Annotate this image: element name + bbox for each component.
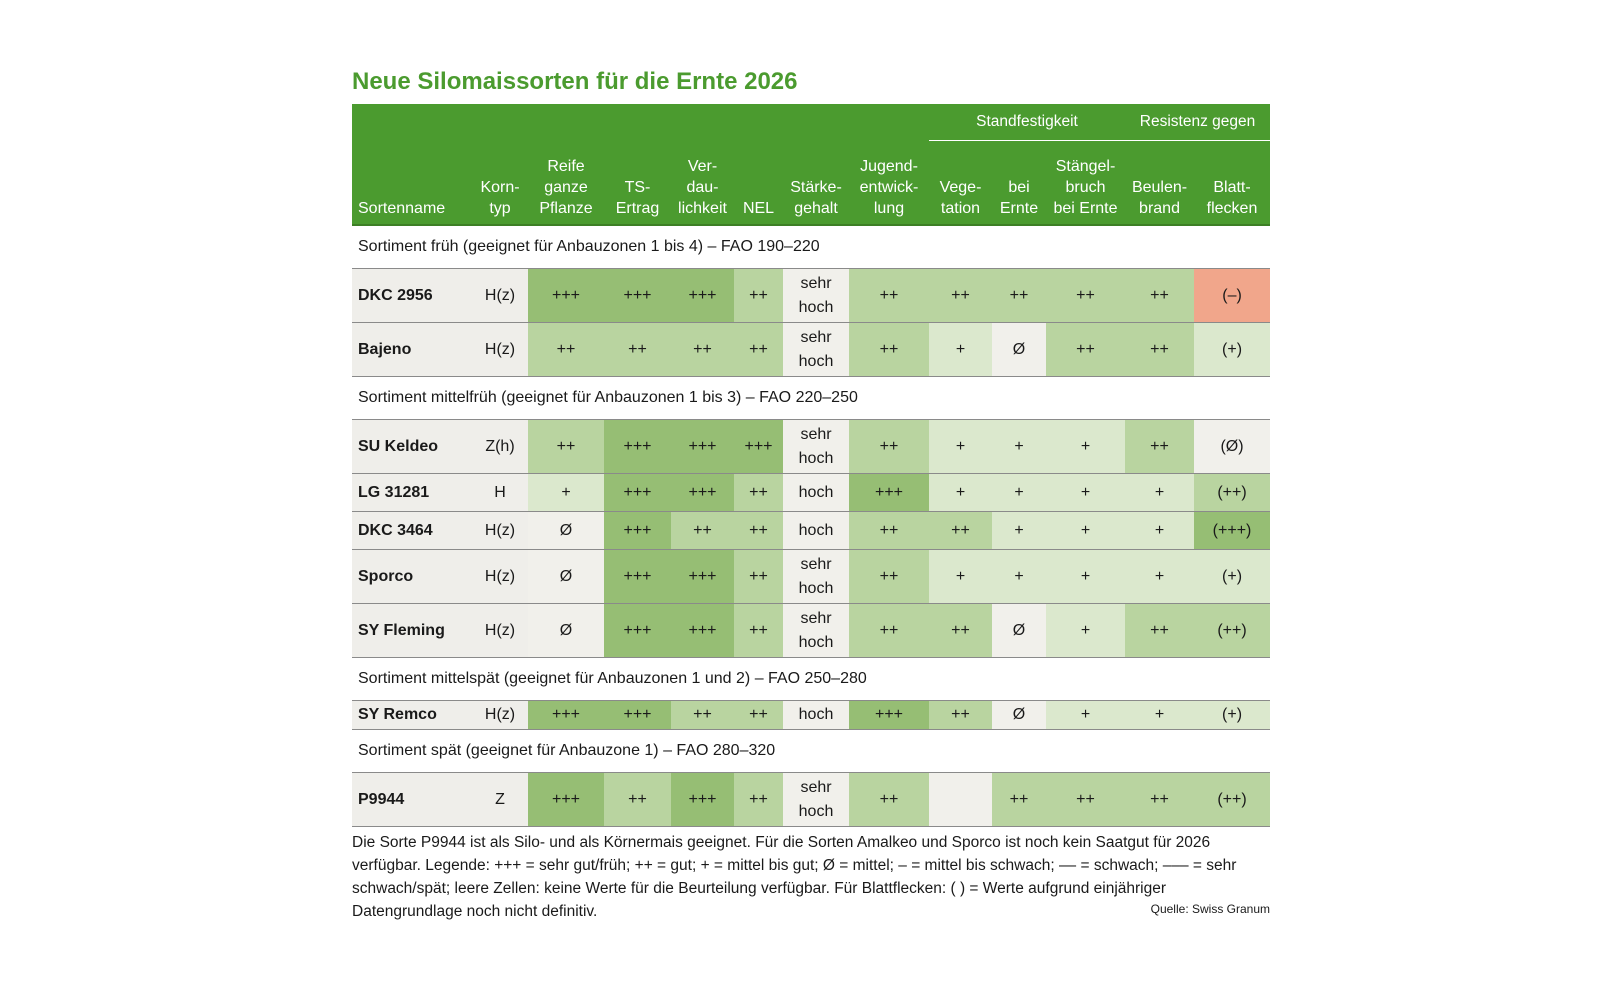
cell-staerkegehalt: hoch (783, 701, 849, 730)
col-vegetation: Vege- tation (929, 141, 992, 226)
table-row (352, 773, 1270, 827)
cell-ts-ertrag: +++ (604, 604, 671, 658)
cell-sortenname: DKC 3464 (352, 512, 472, 550)
col-beulenbrand: Beulen- brand (1125, 141, 1194, 226)
cell-verdaulichkeit: ++ (671, 701, 734, 730)
cell-beulenbrand: ++ (1125, 773, 1194, 827)
source-credit: Quelle: Swiss Granum (1150, 902, 1270, 916)
cell-sortenname: P9944 (352, 773, 472, 827)
col-bei-ernte: bei Ernte (992, 141, 1046, 226)
cell-jugendentwicklung: ++ (849, 323, 929, 377)
section-title: Sortiment mittelfrüh (geeignet für Anbauzonen 1 bis 3) – FAO 220–250 (352, 377, 1270, 420)
cell-staengelbruch: + (1046, 474, 1125, 512)
cell-beulenbrand: ++ (1125, 604, 1194, 658)
cell-bei-ernte: ++ (992, 773, 1046, 827)
section-title: Sortiment früh (geeignet für Anbauzonen 1 bis 4) – FAO 190–220 (352, 225, 1270, 269)
cell-verdaulichkeit: ++ (671, 323, 734, 377)
cell-reife: +++ (528, 701, 604, 730)
table-row (352, 512, 1270, 550)
cell-bei-ernte: + (992, 550, 1046, 604)
cell-vegetation: + (929, 323, 992, 377)
cell-verdaulichkeit: +++ (671, 773, 734, 827)
cell-jugendentwicklung: ++ (849, 773, 929, 827)
cell-bei-ernte: Ø (992, 323, 1046, 377)
cell-vegetation: + (929, 474, 992, 512)
cell-reife: +++ (528, 269, 604, 323)
cell-jugendentwicklung: ++ (849, 269, 929, 323)
cell-staerkegehalt: hoch (783, 512, 849, 550)
cell-vegetation: ++ (929, 269, 992, 323)
cell-reife: +++ (528, 773, 604, 827)
cell-sortenname: SY Fleming (352, 604, 472, 658)
cell-reife: Ø (528, 604, 604, 658)
cell-bei-ernte: + (992, 512, 1046, 550)
cell-ts-ertrag: ++ (604, 323, 671, 377)
header-group-standfestigkeit: Standfestigkeit (929, 104, 1125, 141)
cell-nel: ++ (734, 701, 783, 730)
cell-korntyp: H (472, 474, 528, 512)
footnote (352, 831, 1270, 923)
cell-staengelbruch: + (1046, 701, 1125, 730)
cell-vegetation: + (929, 550, 992, 604)
cell-nel: ++ (734, 773, 783, 827)
cell-blattflecken: (Ø) (1194, 420, 1270, 474)
table-header (352, 104, 1270, 225)
cell-staengelbruch: ++ (1046, 323, 1125, 377)
cell-korntyp: Z (472, 773, 528, 827)
cell-reife: ++ (528, 420, 604, 474)
cell-beulenbrand: ++ (1125, 269, 1194, 323)
header-group-resistenz: Resistenz gegen (1125, 104, 1270, 141)
cell-ts-ertrag: +++ (604, 420, 671, 474)
cell-jugendentwicklung: +++ (849, 474, 929, 512)
cell-blattflecken: (++) (1194, 604, 1270, 658)
cell-staerkegehalt: sehr hoch (783, 323, 849, 377)
cell-blattflecken: (++) (1194, 474, 1270, 512)
cell-staengelbruch: ++ (1046, 773, 1125, 827)
col-sortenname: Sortenname (352, 141, 472, 226)
cell-bei-ernte: Ø (992, 604, 1046, 658)
cell-vegetation: ++ (929, 512, 992, 550)
cell-staengelbruch: ++ (1046, 269, 1125, 323)
col-nel: NEL (734, 141, 783, 226)
cell-nel: +++ (734, 420, 783, 474)
cell-blattflecken: (+) (1194, 550, 1270, 604)
cell-nel: ++ (734, 474, 783, 512)
cell-jugendentwicklung: ++ (849, 512, 929, 550)
cell-reife: + (528, 474, 604, 512)
cell-ts-ertrag: ++ (604, 773, 671, 827)
cell-nel: ++ (734, 550, 783, 604)
cell-staengelbruch: + (1046, 604, 1125, 658)
cell-blattflecken: (+++) (1194, 512, 1270, 550)
cell-ts-ertrag: +++ (604, 269, 671, 323)
cell-ts-ertrag: +++ (604, 550, 671, 604)
cell-bei-ernte: Ø (992, 701, 1046, 730)
table-row (352, 420, 1270, 474)
cell-nel: ++ (734, 323, 783, 377)
silomais-table (352, 104, 1270, 827)
cell-nel: ++ (734, 512, 783, 550)
cell-staengelbruch: + (1046, 550, 1125, 604)
col-ts-ertrag: TS- Ertrag (604, 141, 671, 226)
table-row (352, 323, 1270, 377)
cell-verdaulichkeit: +++ (671, 550, 734, 604)
table-row (352, 550, 1270, 604)
cell-sortenname: Bajeno (352, 323, 472, 377)
cell-jugendentwicklung: ++ (849, 550, 929, 604)
col-verdaulichkeit: Ver- dau- lichkeit (671, 141, 734, 226)
cell-vegetation: ++ (929, 701, 992, 730)
cell-staengelbruch: + (1046, 420, 1125, 474)
cell-verdaulichkeit: +++ (671, 269, 734, 323)
cell-verdaulichkeit: ++ (671, 512, 734, 550)
cell-korntyp: H(z) (472, 701, 528, 730)
cell-reife: ++ (528, 323, 604, 377)
cell-sortenname: SY Remco (352, 701, 472, 730)
table-row (352, 269, 1270, 323)
cell-korntyp: Z(h) (472, 420, 528, 474)
table-figure (352, 60, 1270, 923)
cell-jugendentwicklung: ++ (849, 420, 929, 474)
section-header (352, 377, 1270, 420)
cell-jugendentwicklung: +++ (849, 701, 929, 730)
cell-blattflecken: (+) (1194, 701, 1270, 730)
col-blattflecken: Blatt- flecken (1194, 141, 1270, 226)
cell-beulenbrand: + (1125, 512, 1194, 550)
cell-beulenbrand: + (1125, 550, 1194, 604)
cell-reife: Ø (528, 550, 604, 604)
cell-verdaulichkeit: +++ (671, 474, 734, 512)
cell-verdaulichkeit: +++ (671, 420, 734, 474)
cell-blattflecken: (–) (1194, 269, 1270, 323)
section-title: Sortiment spät (geeignet für Anbauzone 1) – FAO 280–320 (352, 730, 1270, 773)
cell-bei-ernte: ++ (992, 269, 1046, 323)
cell-korntyp: H(z) (472, 550, 528, 604)
table-row (352, 474, 1270, 512)
cell-staerkegehalt: sehr hoch (783, 604, 849, 658)
cell-ts-ertrag: +++ (604, 474, 671, 512)
cell-blattflecken: (+) (1194, 323, 1270, 377)
cell-beulenbrand: + (1125, 701, 1194, 730)
header-spacer (352, 104, 929, 141)
cell-vegetation (929, 773, 992, 827)
cell-staerkegehalt: sehr hoch (783, 550, 849, 604)
cell-verdaulichkeit: +++ (671, 604, 734, 658)
cell-nel: ++ (734, 604, 783, 658)
table-row (352, 604, 1270, 658)
cell-beulenbrand: + (1125, 474, 1194, 512)
section-header (352, 730, 1270, 773)
cell-nel: ++ (734, 269, 783, 323)
cell-korntyp: H(z) (472, 512, 528, 550)
table-row (352, 701, 1270, 730)
cell-bei-ernte: + (992, 474, 1046, 512)
cell-reife: Ø (528, 512, 604, 550)
cell-vegetation: + (929, 420, 992, 474)
col-staengelbruch: Stängel- bruch bei Ernte (1046, 141, 1125, 226)
section-title: Sortiment mittelspät (geeignet für Anbauzonen 1 und 2) – FAO 250–280 (352, 658, 1270, 701)
col-korntyp: Korn- typ (472, 141, 528, 226)
table-body (352, 225, 1270, 827)
cell-vegetation: ++ (929, 604, 992, 658)
cell-bei-ernte: + (992, 420, 1046, 474)
cell-blattflecken: (++) (1194, 773, 1270, 827)
cell-beulenbrand: ++ (1125, 420, 1194, 474)
footnote-text: Die Sorte P9944 ist als Silo- und als Körnermais geeignet. Für die Sorten Amalkeo und Sporco ist noch kein Saatgut für 2026 verfügbar. Legende: +++ = sehr gut/früh; ++ = gut; + = mittel bis gut; Ø = mittel; – = mittel bis schwach; –– = schwach; ––– = sehr schwach/spät; leere Zellen: keine Werte für die Beurteilung verfügbar. Für Blattflecken: ( ) = Werte aufgrund einjähriger Datengrundlage noch nicht definitiv. (352, 834, 1237, 920)
cell-ts-ertrag: +++ (604, 701, 671, 730)
cell-staengelbruch: + (1046, 512, 1125, 550)
figure-title: Neue Silomaissorten für die Ernte 2026 (352, 68, 798, 95)
section-header (352, 225, 1270, 269)
cell-ts-ertrag: +++ (604, 512, 671, 550)
cell-korntyp: H(z) (472, 604, 528, 658)
col-staerkegehalt: Stärke- gehalt (783, 141, 849, 226)
section-header (352, 658, 1270, 701)
cell-jugendentwicklung: ++ (849, 604, 929, 658)
col-reife: Reife ganze Pflanze (528, 141, 604, 226)
cell-staerkegehalt: sehr hoch (783, 269, 849, 323)
cell-sortenname: DKC 2956 (352, 269, 472, 323)
cell-korntyp: H(z) (472, 323, 528, 377)
cell-korntyp: H(z) (472, 269, 528, 323)
cell-sortenname: LG 31281 (352, 474, 472, 512)
col-jugendentwicklung: Jugend- entwick- lung (849, 141, 929, 226)
cell-staerkegehalt: hoch (783, 474, 849, 512)
cell-staerkegehalt: sehr hoch (783, 773, 849, 827)
cell-sortenname: SU Keldeo (352, 420, 472, 474)
cell-staerkegehalt: sehr hoch (783, 420, 849, 474)
cell-beulenbrand: ++ (1125, 323, 1194, 377)
cell-sortenname: Sporco (352, 550, 472, 604)
